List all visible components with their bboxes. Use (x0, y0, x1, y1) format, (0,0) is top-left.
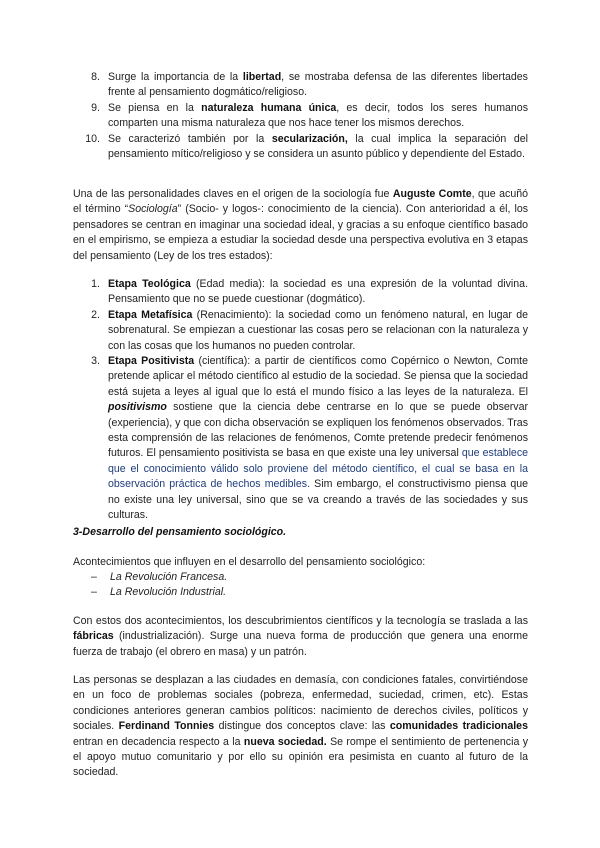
list-item: 8. Surge la importancia de la libertad, se mostraba defensa de las diferentes libertades frente al pensamiento dogmático/religioso. (108, 70, 528, 101)
list-number: 1. (91, 278, 100, 290)
principles-list (85, 70, 528, 162)
stage-item: 2. Etapa Metafísica (Renacimiento): la sociedad como un fenómeno natural, en lugar de sobrenatural. Se empiezan a cuestionar las cosas pero se relacionan con la naturaleza y con las cosas que los humanos no pueden controlar. (108, 308, 528, 354)
stage-item: 3. Etapa Positivista (científica): a partir de científicos como Copérnico o Newton, Comte pretende aplicar el método científico al estudio de la sociedad. Se piensa que la sociedad está sujeta a leyes al igual que lo está el mundo físico a las leyes de la naturaleza. El positivismo sostiene que la ciencia debe centrarse en lo que se puede observar (experiencia), y que con dicha observación se expliquen los fenómenos observados. Tras esta comprensión de las relaciones de fenómenos, Comte pretende predecir fenómenos futuros. El pensamiento positivista se basa en que existe una ley universal que establece que el conocimiento válido solo proviene del método científico, el cual se basa en la observación práctica de hechos medibles. Sim embargo, el constructivismo piensa que no existe una ley universal, sino que se va creando a través de las sociedades y sus culturas. (108, 354, 528, 523)
list-number: 2. (91, 308, 100, 321)
list-number: 9. (91, 101, 100, 114)
list-number: 8. (91, 71, 100, 83)
event-item: La Revolución Francesa. (110, 571, 228, 583)
stage-item: 1. Etapa Teológica (Edad media): la sociedad es una expresión de la voluntad divina. Pensamiento que no se puede cuestionar (dogmático). (108, 277, 528, 308)
bullet-dash: – (91, 586, 97, 598)
section-heading: 3-Desarrollo del pensamiento sociológico. (73, 526, 287, 538)
bullet-dash: – (91, 571, 97, 583)
list-number: 3. (91, 355, 100, 368)
events-intro: Acontecimientos que influyen en el desarrollo del pensamiento sociológico: (73, 556, 426, 568)
list-item: 10. Se caracterizó también por la secularización, la cual implica la separación del pensamiento mítico/religioso y se considera un asunto público y dependiente del Estado. (108, 132, 528, 163)
list-item: 9. Se piensa en la naturaleza humana única, es decir, todos los seres humanos comparten una misma naturaleza que nos hace tener los mismos derechos. (108, 101, 528, 132)
event-item: La Revolución Industrial. (110, 586, 227, 598)
cities-paragraph: Las personas se desplazan a las ciudades en demasía, con condiciones fatales, convirtiéndose en un foco de problemas sociales (pobreza, enfermedad, suciedad, crimen, etc). Estas condiciones anteriores generan cambios políticos: nacimiento de derechos civiles, políticos y sociales. Ferdinand Tonnies distingue dos conceptos clave: las comunidades tradicionales entran en decadencia respecto a la nueva sociedad. Se rompe el sentimiento de pertenencia y el apoyo mutuo comunitario y por ello su opinión era pesimista en cuanto al futuro de la sociedad. (73, 674, 528, 779)
factories-paragraph: Con estos dos acontecimientos, los descubrimientos científicos y la tecnología se traslada a las fábricas (industrialización). Surge una nueva forma de producción que genera una enorme fuerza de trabajo (el obrero en masa) y un patrón. (73, 615, 528, 658)
comte-intro-paragraph: Una de las personalidades claves en el origen de la sociología fue Auguste Comte, que acuñó el término “Sociología” (Socio- y logos-: conocimiento de la ciencia). Con anterioridad a él, los pensadores se centran en imaginar una sociedad ideal, y gracias a su enfoque científico basado en el empirismo, se empieza a estudiar la sociedad desde una perspectiva evolutiva en 3 etapas del pensamiento (Ley de los tres estados): (73, 188, 529, 262)
list-number: 10. (85, 132, 100, 145)
stages-list (91, 277, 529, 524)
